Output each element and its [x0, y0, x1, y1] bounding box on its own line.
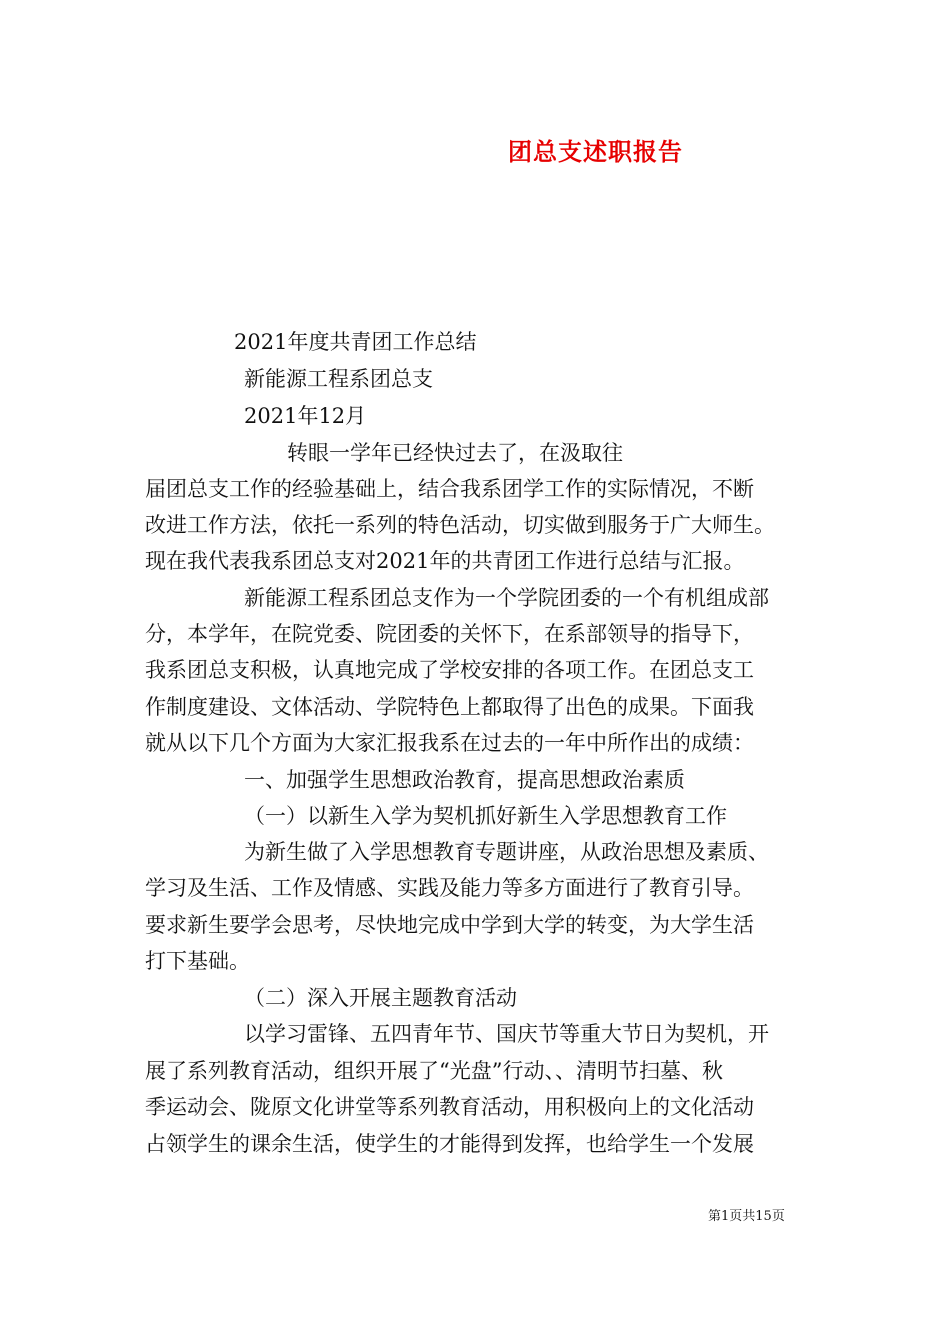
body-line: 展了系列教育活动，组织开展了“光盘”行动、、清明节扫墓、秋 [145, 1059, 723, 1083]
body-line: 季运动会、陇原文化讲堂等系列教育活动，用积极向上的文化活动 [145, 1095, 754, 1119]
body-line: 就从以下几个方面为大家汇报我系在过去的一年中所作出的成绩： [145, 731, 754, 755]
body-line: 届团总支工作的经验基础上，结合我系团学工作的实际情况，不断 [145, 477, 754, 501]
section-heading: 一、加强学生思想政治教育，提高思想政治素质 [244, 768, 685, 792]
body-line: 作制度建设、文体活动、学院特色上都取得了出色的成果。下面我 [145, 695, 754, 719]
header-line-department: 新能源工程系团总支 [244, 367, 433, 391]
body-line: 现在我代表我系团总支对2021年的共青团工作进行总结与汇报。 [145, 549, 745, 573]
body-line: 占领学生的课余生活，使学生的才能得到发挥，也给学生一个发展 [145, 1132, 754, 1156]
body-line: 分，本学年，在院党委、院团委的关怀下，在系部领导的指导下， [145, 622, 754, 646]
subsection-heading: （一）以新生入学为契机抓好新生入学思想教育工作 [244, 804, 727, 828]
body-line: 改进工作方法，依托一系列的特色活动，切实做到服务于广大师生。 [145, 513, 775, 537]
body-line: 为新生做了入学思想教育专题讲座，从政治思想及素质、 [244, 840, 769, 864]
document-title: 团总支述职报告 [508, 137, 683, 166]
body-line: 学习及生活、工作及情感、实践及能力等多方面进行了教育引导。 [145, 876, 754, 900]
body-line: 要求新生要学会思考，尽快地完成中学到大学的转变，为大学生活 [145, 913, 754, 937]
body-line: 新能源工程系团总支作为一个学院团委的一个有机组成部 [244, 586, 769, 610]
body-line: 转眼一学年已经快过去了，在汲取往 [287, 441, 623, 465]
header-line-date: 2021年12月 [244, 404, 367, 428]
subsection-heading: （二）深入开展主题教育活动 [244, 986, 517, 1010]
body-line: 我系团总支积极，认真地完成了学校安排的各项工作。在团总支工 [145, 658, 754, 682]
page-number: 第1页共15页 [708, 1209, 785, 1224]
body-line: 以学习雷锋、五四青年节、国庆节等重大节日为契机，开 [244, 1022, 769, 1046]
body-line: 打下基础。 [145, 949, 250, 973]
header-line-year-summary: 2021年度共青团工作总结 [234, 330, 477, 354]
